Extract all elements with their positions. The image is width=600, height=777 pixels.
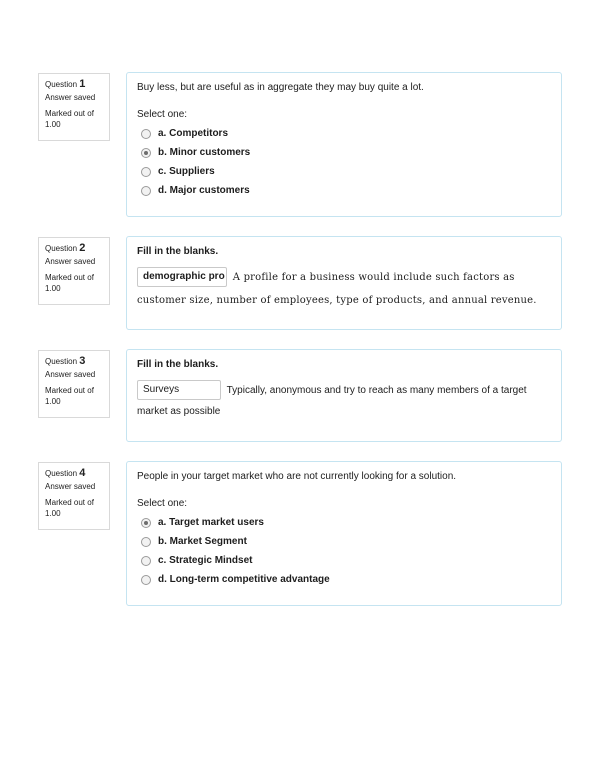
sentence-part-1: Typically, anonymous and try to reach as many members of a target xyxy=(226,385,527,396)
radio-c[interactable] xyxy=(141,556,151,566)
question-text: People in your target market who are not currently looking for a solution. xyxy=(137,471,457,482)
select-one-label: Select one: xyxy=(137,109,188,120)
radio-c[interactable] xyxy=(141,167,151,177)
question-1-info xyxy=(38,73,110,141)
blank-input[interactable]: Surveys xyxy=(137,380,221,400)
option-d[interactable] xyxy=(137,185,551,196)
select-one-label: Select one: xyxy=(137,498,188,509)
marked-out-of: Marked out of 1.00 xyxy=(45,386,94,406)
blank-input[interactable]: demographic pro xyxy=(137,267,227,287)
option-c[interactable] xyxy=(137,166,551,177)
question-text: Buy less, but are useful as in aggregate they may buy quite a lot. xyxy=(137,82,424,93)
marked-out-of: Marked out of 1.00 xyxy=(45,273,94,293)
question-number: 3 xyxy=(79,355,86,367)
answer-status: Answer saved xyxy=(45,93,96,102)
option-a[interactable] xyxy=(137,517,551,528)
radio-d[interactable] xyxy=(141,186,151,196)
option-label: c. Suppliers xyxy=(158,166,215,177)
question-3-content xyxy=(126,349,562,442)
question-label: Question xyxy=(45,469,78,478)
sentence-part-1: A profile for a business would include such factors as xyxy=(232,272,515,283)
question-4-info xyxy=(38,462,110,530)
question-text: Fill in the blanks. xyxy=(137,359,219,370)
question-number: 4 xyxy=(79,467,86,479)
answer-status: Answer saved xyxy=(45,257,96,266)
option-b[interactable] xyxy=(137,536,551,547)
question-label: Question xyxy=(45,357,78,366)
radio-b[interactable] xyxy=(141,537,151,547)
option-label: b. Minor customers xyxy=(158,147,251,158)
question-text: Fill in the blanks. xyxy=(137,246,219,257)
fill-row xyxy=(137,267,551,289)
option-label: c. Strategic Mindset xyxy=(158,555,253,566)
radio-d[interactable] xyxy=(141,575,151,585)
option-label: a. Competitors xyxy=(158,128,229,139)
question-number-line xyxy=(45,79,103,90)
question-2-content xyxy=(126,236,562,330)
question-number-line xyxy=(45,356,103,367)
question-4-content xyxy=(126,461,562,606)
question-number: 1 xyxy=(79,78,86,90)
question-number-line xyxy=(45,468,103,479)
question-2-info xyxy=(38,237,110,305)
fill-row xyxy=(137,380,551,402)
option-a[interactable] xyxy=(137,128,551,139)
question-3-info xyxy=(38,350,110,418)
radio-a[interactable] xyxy=(141,518,151,528)
option-d[interactable] xyxy=(137,574,551,585)
option-label: d. Long-term competitive advantage xyxy=(158,574,330,585)
question-1-content xyxy=(126,72,562,217)
marked-out-of: Marked out of 1.00 xyxy=(45,498,94,518)
answer-status: Answer saved xyxy=(45,370,96,379)
option-b[interactable] xyxy=(137,147,551,158)
option-label: b. Market Segment xyxy=(158,536,247,547)
marked-out-of: Marked out of 1.00 xyxy=(45,109,94,129)
radio-a[interactable] xyxy=(141,129,151,139)
sentence-part-2: customer size, number of employees, type of products, and annual revenue. xyxy=(137,295,537,306)
option-c[interactable] xyxy=(137,555,551,566)
option-label: d. Major customers xyxy=(158,185,250,196)
question-number: 2 xyxy=(79,242,86,254)
option-label: a. Target market users xyxy=(158,517,264,528)
question-number-line xyxy=(45,243,103,254)
answer-status: Answer saved xyxy=(45,482,96,491)
sentence-part-2: market as possible xyxy=(137,406,221,417)
question-label: Question xyxy=(45,80,78,89)
question-label: Question xyxy=(45,244,78,253)
radio-b[interactable] xyxy=(141,148,151,158)
